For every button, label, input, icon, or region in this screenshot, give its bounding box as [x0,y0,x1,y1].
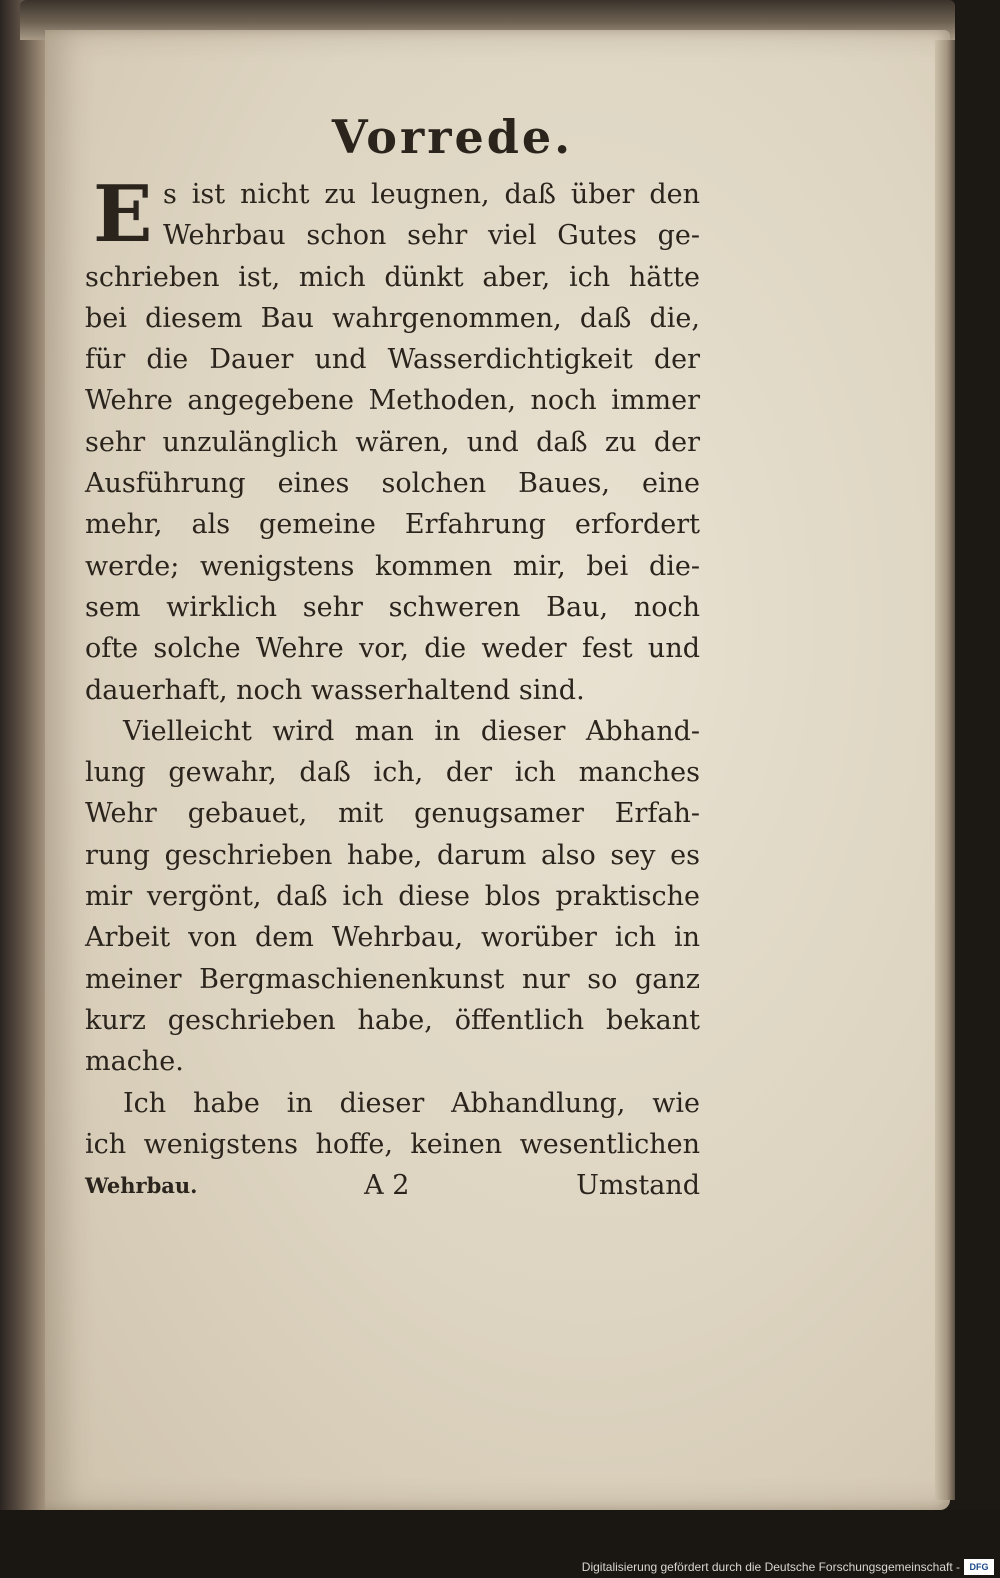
page-text [85,110,700,1206]
signature-mark: Wehrbau. [85,1173,198,1199]
page-fore-edge [935,40,955,1500]
text-line: Wehrbau schon sehr viel Gutes ge- [163,220,700,252]
text-line: meiner Bergmaschienenkunst nur so ganz [85,963,700,995]
text-line: Ausführung eines solchen Baues, eine [85,468,700,500]
sheet-signature: A 2 [364,1170,410,1202]
text-line: für die Dauer und Wasserdichtigkeit der [85,344,700,376]
viewer-footer [0,1510,1000,1578]
page-footer [85,1165,700,1206]
text-line: lung gewahr, daß ich, der ich manches [85,757,700,789]
text-line: Arbeit von dem Wehrbau, worüber ich in [85,922,700,954]
text-line: Wehre angegebene Methoden, noch immer [85,385,700,417]
text-line: sem wirklich sehr schweren Bau, noch [85,591,700,623]
funding-credit: Digitalisierung gefördert durch die Deutsche Forschungsgemeinschaft - [581,1560,960,1574]
text-line: mir vergönt, daß ich diese blos praktische [85,881,700,913]
text-line: rung geschrieben habe, darum also sey es [85,839,700,871]
text-line: Ich habe in dieser Abhandlung, wie [123,1087,700,1119]
text-line: bei diesem Bau wahrgenommen, daß die, [85,302,700,334]
drop-cap: E [93,169,153,260]
text-line: ich wenigstens hoffe, keinen wesentlichen [85,1128,700,1160]
text-line: Wehr gebauet, mit genugsamer Erfah- [85,798,700,830]
catchword: Umstand [576,1170,700,1202]
text-line: schrieben ist, mich dünkt aber, ich hätte [85,261,700,293]
dfg-logo-icon: DFG [964,1559,994,1575]
text-line: mehr, als gemeine Erfahrung erfordert [85,509,700,541]
text-line: ofte solche Wehre vor, die weder fest und [85,633,700,665]
text-line: E s ist nicht zu leugnen, daß über den [93,169,700,260]
text-line: werde; wenigstens kommen mir, bei die- [85,550,700,582]
text-line: dauerhaft, noch wasserhaltend sind. [85,674,585,706]
text-line: mache. [85,1046,184,1078]
text-line: Vielleicht wird man in dieser Abhand- [123,715,700,747]
text-line: sehr unzulänglich wären, und daß zu der [85,426,700,458]
text-line: kurz geschrieben habe, öffentlich bekant [85,1004,700,1036]
page-title: Vorrede. [331,110,574,164]
